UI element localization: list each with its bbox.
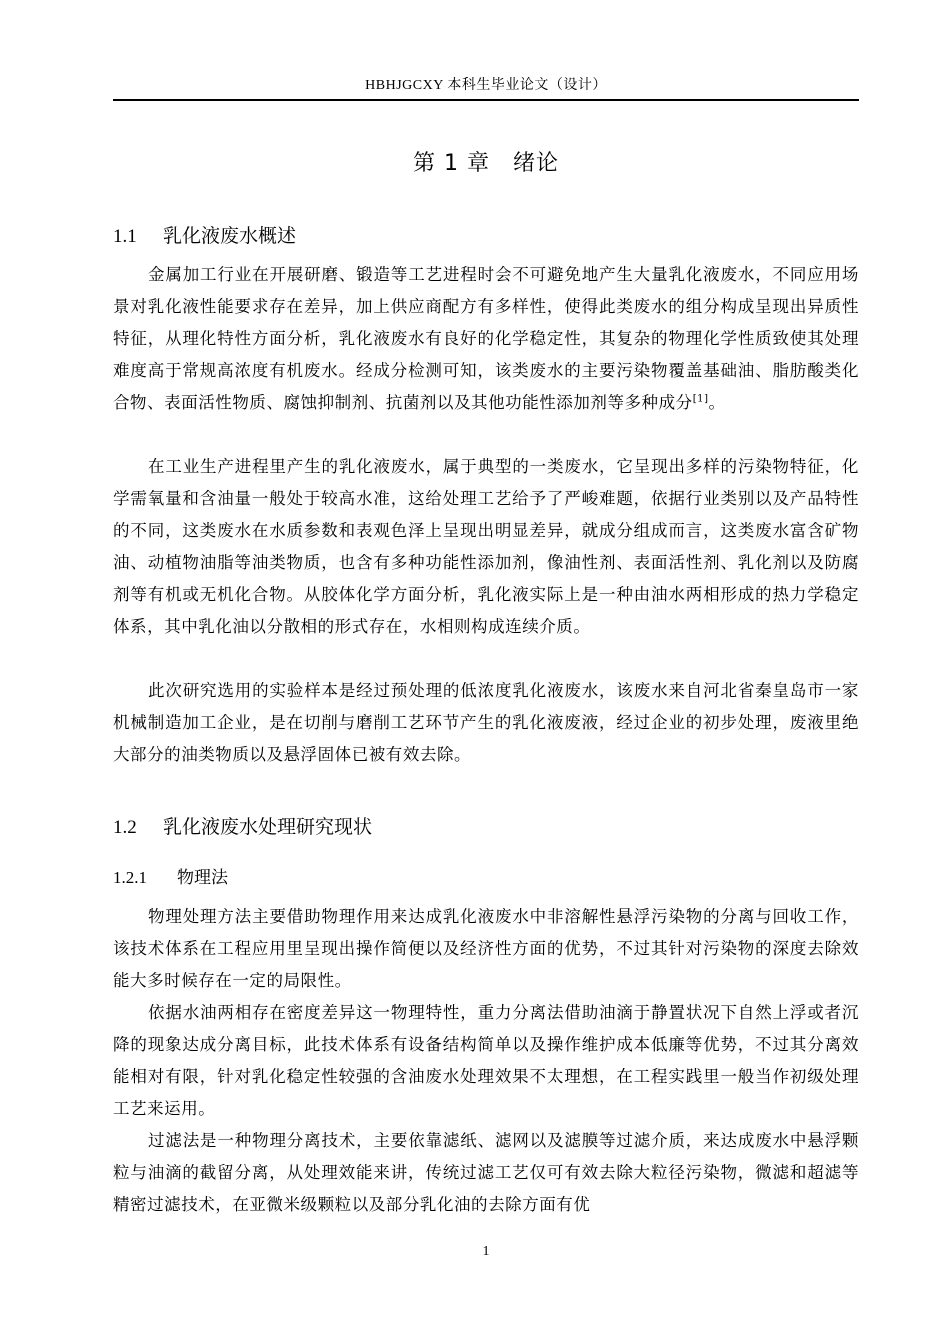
- subsection-number: 1.2.1: [113, 868, 147, 887]
- page-number: 1: [482, 1244, 490, 1259]
- paragraph-1-1-c: 此次研究选用的实验样本是经过预处理的低浓度乳化液废水，该废水来自河北省秦皇岛市一家机械制造加工企业，是在切削与磨削工艺环节产生的乳化液废液，经过企业的初步处理，废液里绝大部分的油类物质以及悬浮固体已被有效去除。: [113, 681, 859, 764]
- section-number: 1.1: [113, 226, 137, 247]
- paragraph-1-2-1-b: 依据水油两相存在密度差异这一物理特性，重力分离法借助油滴于静置状况下自然上浮或者沉降的现象达成分离目标，此技术体系有设备结构简单以及操作维护成本低廉等优势，不过其分离效能相对有限，针对乳化稳定性较强的含油废水处理效果不太理想，在工程实践里一般当作初级处理工艺来运用。: [113, 1003, 859, 1118]
- paragraph-text-end: 。: [708, 393, 726, 412]
- paragraph-1-2-1-a: 物理处理方法主要借助物理作用来达成乳化液废水中非溶解性悬浮污染物的分离与回收工作，该技术体系在工程应用里呈现出操作简便以及经济性方面的优势，不过其针对污染物的深度去除效能大多时候存在一定的局限性。: [113, 907, 859, 990]
- section-number: 1.2: [113, 817, 137, 838]
- page-header: HBHJGCXY 本科生毕业论文（设计）: [365, 78, 607, 93]
- section-title: 乳化液废水处理研究现状: [163, 816, 373, 838]
- paragraph-1-1-a: [113, 259, 859, 419]
- subsection-title: 物理法: [177, 868, 228, 888]
- header-rule: [113, 99, 859, 101]
- section-heading-1-2: [113, 812, 372, 839]
- citation-ref: [1]: [692, 393, 709, 405]
- paragraph-1-1-b: 在工业生产进程里产生的乳化液废水，属于典型的一类废水，它呈现出多样的污染物特征，化学需氧量和含油量一般处于较高水准，这给处理工艺给予了严峻难题，依据行业类别以及产品特性的不同，这类废水在水质参数和表观色泽上呈现出明显差异，就成分组成而言，这类废水富含矿物油、动植物油脂等油类物质，也含有多种功能性添加剂，像油性剂、表面活性剂、乳化剂以及防腐剂等有机或无机化合物。从胶体化学方面分析，乳化液实际上是一种由油水两相形成的热力学稳定体系，其中乳化油以分散相的形式存在，水相则构成连续介质。: [113, 457, 859, 636]
- chapter-title: 第 1 章 绪论: [413, 151, 559, 176]
- paragraph-text: 金属加工行业在开展研磨、锻造等工艺进程时会不可避免地产生大量乳化液废水，不同应用场景对乳化液性能要求存在差异，加上供应商配方有多样性，使得此类废水的组分构成呈现出异质性特征，从理化特性方面分析，乳化液废水有良好的化学稳定性，其复杂的物理化学性质致使其处理难度高于常规高浓度有机废水。经成分检测可知，该类废水的主要污染物覆盖基础油、脂肪酸类化合物、表面活性物质、腐蚀抑制剂、抗菌剂以及其他功能性添加剂等多种成分: [113, 265, 859, 412]
- subsection-heading-1-2-1: [113, 863, 228, 888]
- section-title: 乳化液废水概述: [163, 225, 297, 247]
- section-heading-1-1: [113, 221, 296, 248]
- paragraph-1-2-1-c: 过滤法是一种物理分离技术，主要依靠滤纸、滤网以及滤膜等过滤介质，来达成废水中悬浮颗粒与油滴的截留分离，从处理效能来讲，传统过滤工艺仅可有效去除大粒径污染物，微滤和超滤等精密过滤技术，在亚微米级颗粒以及部分乳化油的去除方面有优: [113, 1131, 859, 1214]
